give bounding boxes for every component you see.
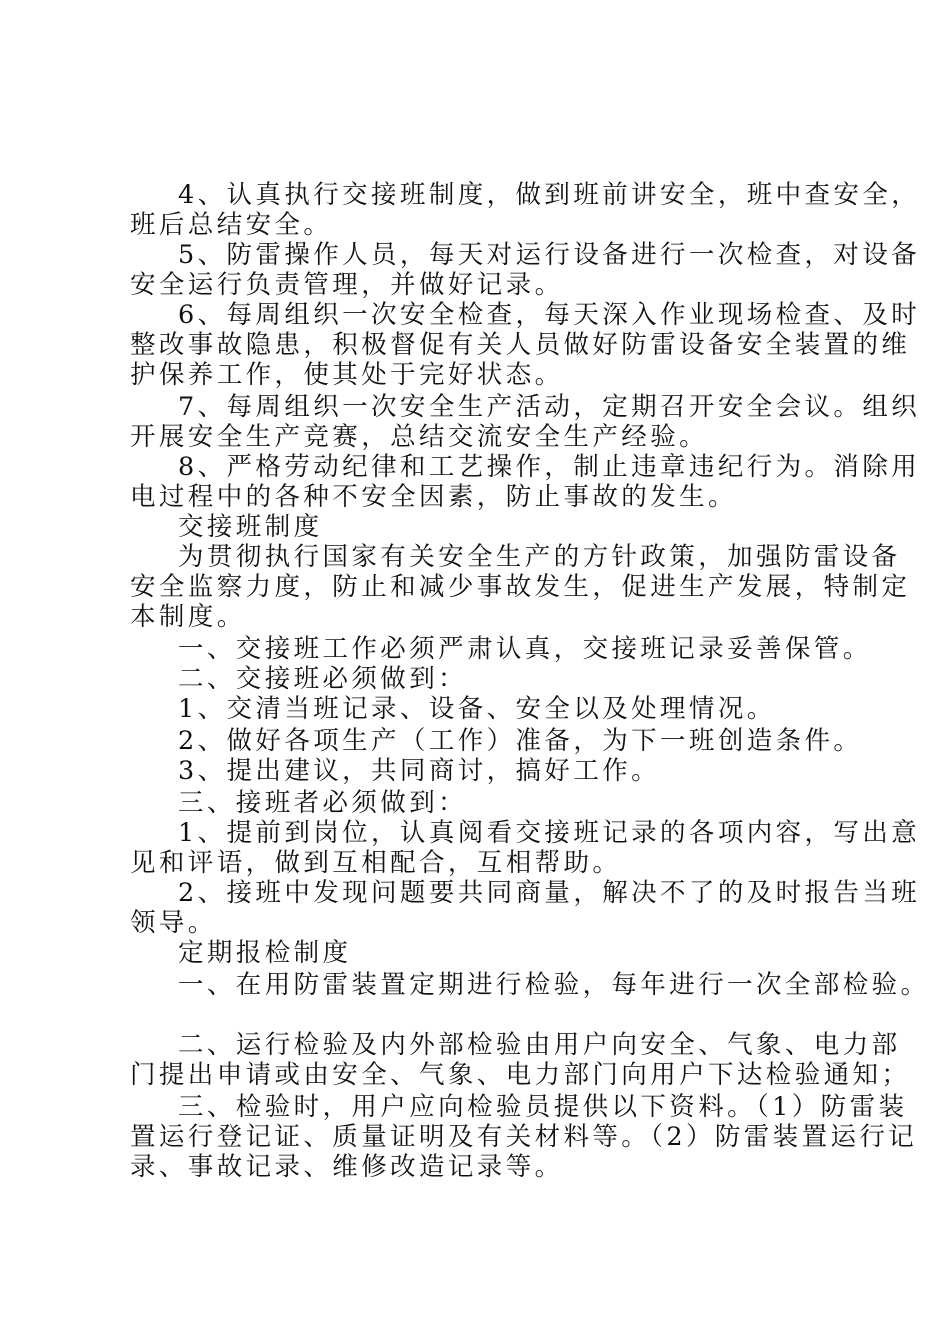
paragraph-line: 安全运行负责管理，并做好记录。 [130, 270, 564, 300]
paragraph-line: 2、接班中发现问题要共同商量，解决不了的及时报告当班 [178, 878, 921, 908]
paragraph-line: 7、每周组织一次安全生产活动，定期召开安全会议。组织 [178, 392, 921, 422]
paragraph-line: 二、运行检验及内外部检验由用户向安全、气象、电力部 [178, 1030, 901, 1060]
paragraph-line: 6、每周组织一次安全检查，每天深入作业现场检查、及时 [178, 300, 921, 330]
paragraph-line: 领导。 [130, 908, 217, 938]
paragraph-line: 4、认真执行交接班制度，做到班前讲安全，班中查安全， [178, 180, 921, 210]
paragraph-line: 本制度。 [130, 602, 246, 632]
paragraph-line: 班后总结安全。 [130, 210, 333, 240]
paragraph-line: 见和评语，做到互相配合，互相帮助。 [130, 848, 622, 878]
paragraph-line: 1、提前到岗位，认真阅看交接班记录的各项内容，写出意 [178, 818, 921, 848]
paragraph-line: 1、交清当班记录、设备、安全以及处理情况。 [178, 694, 776, 724]
paragraph-line: 3、提出建议，共同商讨，搞好工作。 [178, 756, 661, 786]
paragraph-line: 一、在用防雷装置定期进行检验，每年进行一次全部检验。 [178, 970, 930, 1000]
paragraph-line: 8、严格劳动纪律和工艺操作，制止违章违纪行为。消除用 [178, 452, 921, 482]
paragraph-line: 二、交接班必须做到： [178, 664, 468, 694]
section-heading: 交接班制度 [178, 512, 323, 542]
paragraph-line: 三、接班者必须做到： [178, 788, 468, 818]
paragraph-line: 三、检验时，用户应向检验员提供以下资料。（1）防雷装 [178, 1092, 908, 1122]
paragraph-line: 2、做好各项生产（工作）准备，为下一班创造条件。 [178, 726, 863, 756]
paragraph-line: 5、防雷操作人员，每天对运行设备进行一次检查，对设备 [178, 240, 921, 270]
paragraph-line: 护保养工作，使其处于完好状态。 [130, 360, 564, 390]
paragraph-line: 开展安全生产竞赛，总结交流安全生产经验。 [130, 422, 709, 452]
paragraph-line: 录、事故记录、维修改造记录等。 [130, 1152, 564, 1182]
paragraph-line: 整改事故隐患，积极督促有关人员做好防雷设备安全装置的维 [130, 330, 911, 360]
paragraph-line: 电过程中的各种不安全因素，防止事故的发生。 [130, 482, 737, 512]
paragraph-line: 为贯彻执行国家有关安全生产的方针政策，加强防雷设备 [178, 542, 901, 572]
section-heading: 定期报检制度 [178, 938, 352, 968]
paragraph-line: 门提出申请或由安全、气象、电力部门向用户下达检验通知； [130, 1060, 911, 1090]
paragraph-line: 安全监察力度，防止和减少事故发生，促进生产发展，特制定 [130, 572, 911, 602]
paragraph-line: 置运行登记证、质量证明及有关材料等。（2）防雷装置运行记 [130, 1122, 918, 1152]
paragraph-line: 一、交接班工作必须严肃认真，交接班记录妥善保管。 [178, 634, 872, 664]
